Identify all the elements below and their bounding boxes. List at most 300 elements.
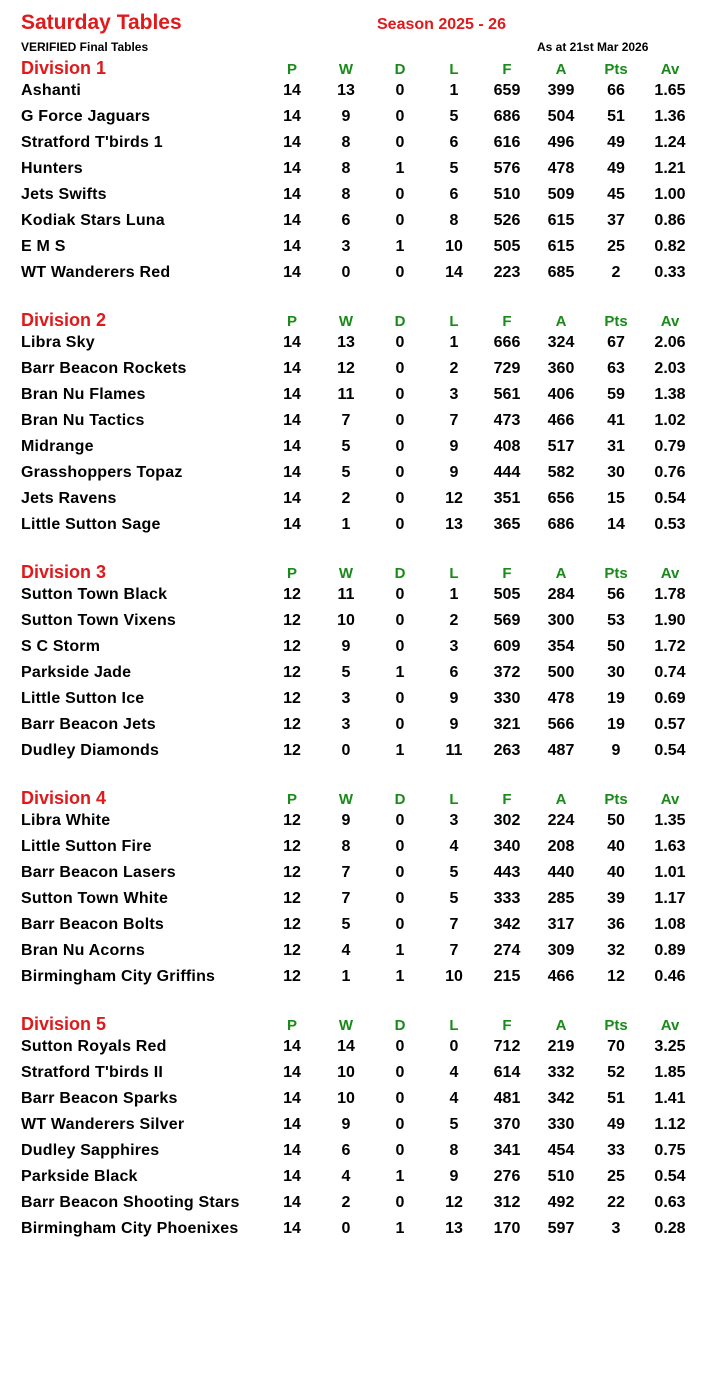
cell-average: 1.24	[654, 134, 686, 151]
cell-average: 0.28	[654, 1220, 686, 1237]
column-header-lost: L	[449, 791, 459, 808]
cell-average: 1.90	[654, 612, 686, 629]
cell-points: 12	[607, 968, 625, 985]
cell-lost: 12	[445, 490, 463, 507]
table-row	[0, 812, 713, 838]
division-header	[0, 1014, 713, 1040]
table-row	[0, 108, 713, 134]
cell-played: 12	[283, 586, 301, 603]
cell-drawn: 0	[395, 108, 405, 125]
cell-average: 1.85	[654, 1064, 686, 1081]
cell-for: 481	[493, 1090, 521, 1107]
cell-lost: 0	[449, 1038, 459, 1055]
cell-drawn: 0	[395, 864, 405, 881]
column-header-points: Pts	[604, 1017, 628, 1034]
cell-points: 56	[607, 586, 625, 603]
cell-for: 408	[493, 438, 521, 455]
cell-drawn: 0	[395, 690, 405, 707]
cell-average: 1.00	[654, 186, 686, 203]
table-row	[0, 968, 713, 994]
table-row	[0, 334, 713, 360]
team-name: Grasshoppers Topaz	[21, 464, 183, 481]
table-row	[0, 1142, 713, 1168]
team-name: Parkside Jade	[21, 664, 132, 681]
cell-for: 609	[493, 638, 521, 655]
division-header	[0, 58, 713, 84]
division-header	[0, 310, 713, 336]
division-header	[0, 788, 713, 814]
column-header-points: Pts	[604, 313, 628, 330]
cell-against: 686	[547, 516, 575, 533]
cell-drawn: 0	[395, 586, 405, 603]
team-name: Little Sutton Ice	[21, 690, 145, 707]
cell-drawn: 1	[395, 942, 405, 959]
cell-points: 36	[607, 916, 625, 933]
table-row	[0, 360, 713, 386]
cell-drawn: 0	[395, 916, 405, 933]
cell-won: 10	[337, 612, 355, 629]
cell-drawn: 1	[395, 1168, 405, 1185]
cell-played: 12	[283, 942, 301, 959]
cell-drawn: 1	[395, 160, 405, 177]
table-row	[0, 1220, 713, 1246]
cell-lost: 13	[445, 1220, 463, 1237]
cell-for: 263	[493, 742, 521, 759]
team-name: E M S	[21, 238, 66, 255]
cell-for: 666	[493, 334, 521, 351]
cell-average: 0.53	[654, 516, 686, 533]
cell-played: 14	[283, 1090, 301, 1107]
cell-average: 1.72	[654, 638, 686, 655]
cell-drawn: 0	[395, 1064, 405, 1081]
column-header-lost: L	[449, 1017, 459, 1034]
cell-drawn: 1	[395, 1220, 405, 1237]
cell-played: 14	[283, 212, 301, 229]
table-row	[0, 690, 713, 716]
cell-average: 1.21	[654, 160, 686, 177]
cell-against: 332	[547, 1064, 575, 1081]
column-header-points: Pts	[604, 61, 628, 78]
cell-won: 3	[341, 716, 351, 733]
column-header-average: Av	[660, 61, 680, 78]
cell-average: 1.38	[654, 386, 686, 403]
cell-drawn: 0	[395, 82, 405, 99]
cell-for: 444	[493, 464, 521, 481]
column-header-lost: L	[449, 61, 459, 78]
cell-average: 0.69	[654, 690, 686, 707]
cell-for: 686	[493, 108, 521, 125]
table-row	[0, 212, 713, 238]
cell-against: 440	[547, 864, 575, 881]
cell-average: 0.33	[654, 264, 686, 281]
cell-points: 53	[607, 612, 625, 629]
cell-against: 224	[547, 812, 575, 829]
cell-played: 12	[283, 690, 301, 707]
cell-won: 14	[337, 1038, 355, 1055]
team-name: Birmingham City Griffins	[21, 968, 216, 985]
cell-points: 15	[607, 490, 625, 507]
cell-average: 1.41	[654, 1090, 686, 1107]
cell-won: 5	[341, 664, 351, 681]
cell-played: 12	[283, 638, 301, 655]
cell-average: 0.46	[654, 968, 686, 985]
cell-won: 10	[337, 1064, 355, 1081]
column-header-for: F	[502, 61, 512, 78]
cell-lost: 7	[449, 412, 459, 429]
cell-drawn: 1	[395, 664, 405, 681]
cell-for: 729	[493, 360, 521, 377]
cell-for: 370	[493, 1116, 521, 1133]
cell-lost: 4	[449, 838, 459, 855]
cell-points: 19	[607, 690, 625, 707]
cell-lost: 1	[449, 82, 459, 99]
cell-against: 582	[547, 464, 575, 481]
cell-points: 63	[607, 360, 625, 377]
cell-against: 406	[547, 386, 575, 403]
table-row	[0, 864, 713, 890]
cell-against: 615	[547, 238, 575, 255]
cell-lost: 9	[449, 1168, 459, 1185]
cell-drawn: 0	[395, 264, 405, 281]
team-name: Hunters	[21, 160, 83, 177]
cell-for: 302	[493, 812, 521, 829]
cell-played: 14	[283, 82, 301, 99]
cell-for: 614	[493, 1064, 521, 1081]
cell-points: 3	[611, 1220, 621, 1237]
cell-lost: 7	[449, 916, 459, 933]
cell-average: 0.63	[654, 1194, 686, 1211]
team-name: Sutton Town Vixens	[21, 612, 177, 629]
cell-points: 37	[607, 212, 625, 229]
cell-lost: 3	[449, 386, 459, 403]
cell-average: 1.17	[654, 890, 686, 907]
cell-drawn: 0	[395, 812, 405, 829]
team-name: Little Sutton Fire	[21, 838, 152, 855]
cell-won: 8	[341, 160, 351, 177]
cell-played: 14	[283, 238, 301, 255]
team-name: WT Wanderers Silver	[21, 1116, 185, 1133]
column-header-against: A	[555, 1017, 567, 1034]
cell-played: 12	[283, 890, 301, 907]
team-name: Stratford T'birds 1	[21, 134, 163, 151]
cell-drawn: 1	[395, 968, 405, 985]
cell-played: 12	[283, 838, 301, 855]
team-name: Libra Sky	[21, 334, 95, 351]
cell-played: 14	[283, 134, 301, 151]
cell-against: 478	[547, 690, 575, 707]
cell-for: 372	[493, 664, 521, 681]
column-header-played: P	[286, 1017, 297, 1034]
cell-for: 659	[493, 82, 521, 99]
cell-lost: 10	[445, 968, 463, 985]
cell-won: 13	[337, 82, 355, 99]
cell-played: 14	[283, 464, 301, 481]
cell-against: 509	[547, 186, 575, 203]
column-header-for: F	[502, 791, 512, 808]
column-header-played: P	[286, 61, 297, 78]
team-name: Parkside Black	[21, 1168, 138, 1185]
cell-against: 454	[547, 1142, 575, 1159]
cell-played: 14	[283, 1168, 301, 1185]
cell-lost: 5	[449, 890, 459, 907]
cell-average: 2.03	[654, 360, 686, 377]
cell-drawn: 0	[395, 412, 405, 429]
cell-against: 284	[547, 586, 575, 603]
cell-won: 8	[341, 186, 351, 203]
column-header-for: F	[502, 565, 512, 582]
cell-lost: 5	[449, 160, 459, 177]
cell-won: 0	[341, 742, 351, 759]
cell-won: 3	[341, 238, 351, 255]
cell-lost: 8	[449, 212, 459, 229]
table-row	[0, 742, 713, 768]
team-name: G Force Jaguars	[21, 108, 151, 125]
cell-average: 0.75	[654, 1142, 686, 1159]
column-header-played: P	[286, 791, 297, 808]
cell-played: 12	[283, 742, 301, 759]
cell-against: 354	[547, 638, 575, 655]
cell-points: 49	[607, 134, 625, 151]
team-name: Bran Nu Acorns	[21, 942, 146, 959]
column-header-average: Av	[660, 313, 680, 330]
table-row	[0, 612, 713, 638]
cell-for: 443	[493, 864, 521, 881]
cell-points: 52	[607, 1064, 625, 1081]
cell-played: 14	[283, 490, 301, 507]
cell-drawn: 0	[395, 334, 405, 351]
cell-for: 505	[493, 586, 521, 603]
cell-against: 517	[547, 438, 575, 455]
cell-average: 0.86	[654, 212, 686, 229]
cell-won: 2	[341, 1194, 351, 1211]
team-name: Barr Beacon Rockets	[21, 360, 187, 377]
cell-for: 342	[493, 916, 521, 933]
cell-won: 11	[337, 386, 355, 403]
cell-for: 333	[493, 890, 521, 907]
cell-won: 10	[337, 1090, 355, 1107]
table-row	[0, 664, 713, 690]
cell-won: 7	[341, 890, 351, 907]
cell-played: 14	[283, 386, 301, 403]
cell-against: 317	[547, 916, 575, 933]
column-header-drawn: D	[394, 791, 406, 808]
table-row	[0, 1168, 713, 1194]
cell-drawn: 0	[395, 360, 405, 377]
cell-points: 9	[611, 742, 621, 759]
team-name: Bran Nu Flames	[21, 386, 146, 403]
cell-average: 3.25	[654, 1038, 686, 1055]
cell-played: 14	[283, 334, 301, 351]
cell-won: 1	[341, 516, 351, 533]
cell-won: 4	[341, 942, 351, 959]
table-row	[0, 890, 713, 916]
cell-drawn: 0	[395, 1116, 405, 1133]
team-name: Dudley Sapphires	[21, 1142, 160, 1159]
cell-won: 5	[341, 464, 351, 481]
cell-for: 473	[493, 412, 521, 429]
cell-against: 399	[547, 82, 575, 99]
cell-won: 5	[341, 916, 351, 933]
cell-drawn: 0	[395, 186, 405, 203]
column-header-drawn: D	[394, 565, 406, 582]
cell-won: 8	[341, 838, 351, 855]
cell-points: 33	[607, 1142, 625, 1159]
cell-lost: 14	[445, 264, 463, 281]
cell-average: 1.63	[654, 838, 686, 855]
page-title: Saturday Tables	[21, 11, 182, 34]
cell-drawn: 0	[395, 838, 405, 855]
table-row	[0, 134, 713, 160]
cell-points: 41	[607, 412, 625, 429]
cell-against: 492	[547, 1194, 575, 1211]
team-name: Midrange	[21, 438, 94, 455]
cell-for: 341	[493, 1142, 521, 1159]
cell-points: 2	[611, 264, 621, 281]
team-name: Stratford T'birds II	[21, 1064, 164, 1081]
division-title: Division 4	[21, 788, 107, 808]
cell-won: 0	[341, 1220, 351, 1237]
cell-average: 0.82	[654, 238, 686, 255]
cell-played: 14	[283, 360, 301, 377]
cell-against: 342	[547, 1090, 575, 1107]
cell-points: 30	[607, 464, 625, 481]
table-row	[0, 916, 713, 942]
cell-against: 208	[547, 838, 575, 855]
cell-drawn: 0	[395, 612, 405, 629]
cell-lost: 2	[449, 612, 459, 629]
cell-played: 14	[283, 1038, 301, 1055]
team-name: Jets Ravens	[21, 490, 117, 507]
cell-for: 223	[493, 264, 521, 281]
cell-lost: 1	[449, 334, 459, 351]
table-row	[0, 490, 713, 516]
division-title: Division 3	[21, 562, 107, 582]
cell-drawn: 0	[395, 1090, 405, 1107]
team-name: Barr Beacon Bolts	[21, 916, 164, 933]
column-header-points: Pts	[604, 791, 628, 808]
cell-played: 14	[283, 516, 301, 533]
cell-played: 12	[283, 864, 301, 881]
team-name: WT Wanderers Red	[21, 264, 171, 281]
column-header-against: A	[555, 565, 567, 582]
cell-won: 1	[341, 968, 351, 985]
column-header-played: P	[286, 565, 297, 582]
cell-points: 22	[607, 1194, 625, 1211]
cell-won: 7	[341, 864, 351, 881]
cell-drawn: 0	[395, 1142, 405, 1159]
cell-for: 526	[493, 212, 521, 229]
cell-won: 4	[341, 1168, 351, 1185]
cell-played: 12	[283, 916, 301, 933]
cell-average: 1.01	[654, 864, 686, 881]
cell-lost: 12	[445, 1194, 463, 1211]
cell-lost: 5	[449, 1116, 459, 1133]
cell-points: 14	[607, 516, 625, 533]
table-row	[0, 186, 713, 212]
cell-lost: 9	[449, 438, 459, 455]
cell-for: 340	[493, 838, 521, 855]
cell-drawn: 0	[395, 1194, 405, 1211]
table-row	[0, 586, 713, 612]
column-header-drawn: D	[394, 1017, 406, 1034]
cell-against: 504	[547, 108, 575, 125]
cell-points: 59	[607, 386, 625, 403]
cell-played: 14	[283, 1194, 301, 1211]
cell-against: 360	[547, 360, 575, 377]
cell-average: 0.54	[654, 490, 686, 507]
cell-against: 656	[547, 490, 575, 507]
cell-lost: 10	[445, 238, 463, 255]
cell-played: 12	[283, 664, 301, 681]
cell-for: 576	[493, 160, 521, 177]
cell-average: 0.89	[654, 942, 686, 959]
cell-average: 1.78	[654, 586, 686, 603]
as-at-date: As at 21st Mar 2026	[537, 40, 649, 54]
cell-points: 40	[607, 838, 625, 855]
table-row	[0, 160, 713, 186]
cell-points: 25	[607, 238, 625, 255]
cell-drawn: 0	[395, 490, 405, 507]
cell-won: 11	[337, 586, 355, 603]
cell-average: 0.76	[654, 464, 686, 481]
cell-against: 597	[547, 1220, 575, 1237]
cell-won: 13	[337, 334, 355, 351]
table-row	[0, 716, 713, 742]
column-header-average: Av	[660, 565, 680, 582]
table-row	[0, 386, 713, 412]
cell-points: 51	[607, 1090, 625, 1107]
cell-drawn: 0	[395, 464, 405, 481]
column-header-against: A	[555, 313, 567, 330]
cell-played: 12	[283, 968, 301, 985]
season-label: Season 2025 - 26	[377, 16, 506, 33]
table-row	[0, 238, 713, 264]
cell-average: 0.79	[654, 438, 686, 455]
table-row	[0, 438, 713, 464]
cell-average: 0.74	[654, 664, 686, 681]
team-name: Jets Swifts	[21, 186, 107, 203]
cell-lost: 3	[449, 638, 459, 655]
column-header-points: Pts	[604, 565, 628, 582]
cell-played: 12	[283, 812, 301, 829]
column-header-won: W	[338, 565, 354, 582]
cell-points: 45	[607, 186, 625, 203]
column-header-for: F	[502, 1017, 512, 1034]
cell-won: 2	[341, 490, 351, 507]
cell-average: 1.65	[654, 82, 686, 99]
cell-played: 14	[283, 438, 301, 455]
cell-average: 0.54	[654, 1168, 686, 1185]
cell-against: 496	[547, 134, 575, 151]
cell-average: 1.02	[654, 412, 686, 429]
cell-against: 566	[547, 716, 575, 733]
cell-played: 12	[283, 612, 301, 629]
cell-won: 9	[341, 108, 351, 125]
team-name: Sutton Town Black	[21, 586, 168, 603]
cell-points: 25	[607, 1168, 625, 1185]
cell-points: 51	[607, 108, 625, 125]
cell-points: 40	[607, 864, 625, 881]
cell-average: 2.06	[654, 334, 686, 351]
cell-against: 685	[547, 264, 575, 281]
cell-drawn: 0	[395, 212, 405, 229]
cell-drawn: 1	[395, 742, 405, 759]
team-name: Dudley Diamonds	[21, 742, 160, 759]
column-header-lost: L	[449, 313, 459, 330]
cell-points: 67	[607, 334, 625, 351]
cell-for: 365	[493, 516, 521, 533]
column-header-against: A	[555, 791, 567, 808]
